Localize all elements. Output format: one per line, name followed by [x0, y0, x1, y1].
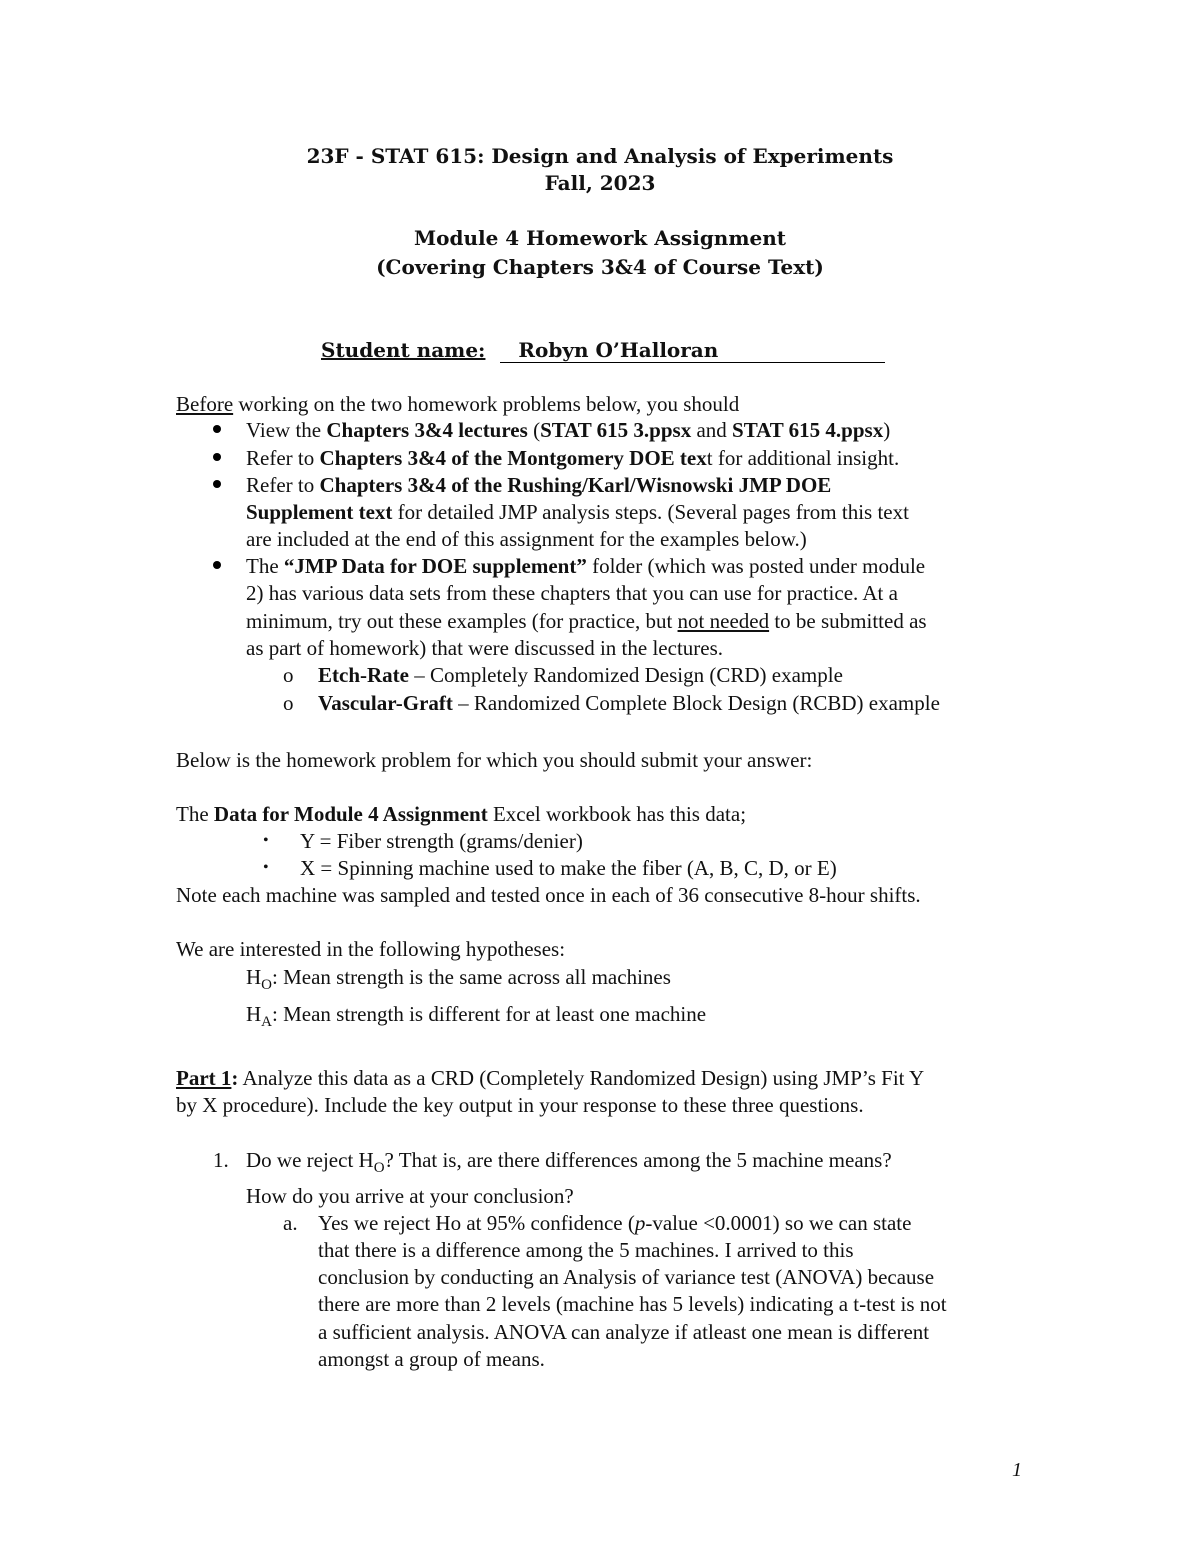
y-variable: Y = Fiber strength (grams/denier)	[300, 829, 583, 853]
text: – Randomized Complete Block Design (RCBD) example	[452, 691, 940, 715]
text: to be submitted as	[769, 609, 927, 633]
bullet-jmp-supplement-l2	[246, 500, 909, 525]
text: t for additional insight.	[706, 446, 900, 470]
term: Fall, 2023	[544, 171, 656, 195]
bullet-montgomery	[246, 446, 899, 471]
question1-text	[246, 1148, 892, 1177]
text: Yes we reject Ho at 95% confidence (	[318, 1211, 635, 1235]
text: – Completely Randomized Design (CRD) example	[408, 663, 843, 687]
sub-bullet-etch-rate	[318, 663, 843, 688]
answer-marker: a.	[283, 1211, 298, 1235]
student-name-row	[321, 338, 885, 363]
coverage-subtitle: (Covering Chapters 3&4 of Course Text)	[376, 255, 824, 279]
bold-text: Chapters 3&4 of the Montgomery DOE tex	[319, 446, 707, 470]
answer-line-1	[318, 1211, 911, 1236]
underlined-text: not needed	[677, 609, 770, 633]
bold-text: Supplement text	[246, 500, 393, 524]
text: Do we reject H	[246, 1148, 374, 1172]
answer-line-3: conclusion by conducting an Analysis of variance test (ANOVA) because	[318, 1265, 935, 1289]
text: (	[527, 418, 541, 442]
answer-line-4: there are more than 2 levels (machine has 5 levels) indicating a t-test is not	[318, 1292, 947, 1316]
subscript: O	[373, 1160, 385, 1176]
text: folder (which was posted under module	[586, 554, 926, 578]
sub-bullet-marker: o	[283, 691, 294, 715]
bullet-dot	[213, 425, 221, 433]
h-symbol: H	[246, 965, 262, 989]
bold-text: “JMP Data for DOE supplement”	[283, 554, 587, 578]
text: Refer to	[246, 473, 320, 497]
bullet-jmp-supplement-l3: are included at the end of this assignment for the examples below.)	[246, 527, 807, 551]
text: Refer to	[246, 446, 320, 470]
bold-text: Etch-Rate	[318, 663, 409, 687]
sampling-note: Note each machine was sampled and tested once in each of 36 consecutive 8-hour shifts.	[176, 883, 921, 907]
y-bullet-marker: •	[263, 832, 269, 849]
bullet-dot	[213, 480, 221, 488]
intro-before: Before	[176, 392, 234, 416]
hypotheses-lead: We are interested in the following hypotheses:	[176, 937, 566, 961]
question-number: 1.	[213, 1148, 229, 1172]
intro-line	[176, 392, 739, 417]
intro-rest: working on the two homework problems below, you should	[233, 392, 740, 416]
bullet-jmp-data-l3	[246, 609, 927, 634]
student-name-value: Robyn O’Halloran	[500, 338, 885, 363]
answer-line-5: a sufficient analysis. ANOVA can analyze if atleast one mean is different	[318, 1320, 930, 1344]
text: minimum, try out these examples (for practice, but	[246, 609, 678, 633]
bold-text: STAT 615 4.ppsx	[732, 418, 884, 442]
answer-line-6: amongst a group of means.	[318, 1347, 545, 1371]
bullet-dot	[213, 561, 221, 569]
text: : Mean strength is the same across all machines	[272, 965, 671, 989]
sub-bullet-vascular-graft	[318, 691, 940, 716]
problem-lead: Below is the homework problem for which you should submit your answer:	[176, 748, 813, 772]
text: Excel workbook has this data;	[487, 802, 747, 826]
text: -value <0.0001) so we can state	[645, 1211, 912, 1235]
text: for detailed JMP analysis steps. (Several pages from this text	[392, 500, 909, 524]
x-bullet-marker: •	[263, 859, 269, 876]
bullet-dot	[213, 453, 221, 461]
subscript: A	[261, 1014, 273, 1030]
bullet-lectures	[246, 418, 890, 443]
course-title: 23F - STAT 615: Design and Analysis of Experiments	[306, 144, 894, 168]
text: The	[246, 554, 284, 578]
module-title: Module 4 Homework Assignment	[413, 226, 787, 250]
h-symbol: H	[246, 1002, 262, 1026]
student-name-label: Student name:	[321, 338, 486, 362]
subscript: O	[261, 977, 273, 993]
part1-line2: by X procedure). Include the key output in your response to these three questions.	[176, 1093, 864, 1117]
text: ? That is, are there differences among the 5 machine means?	[384, 1148, 892, 1172]
data-description	[176, 802, 746, 827]
x-variable: X = Spinning machine used to make the fiber (A, B, C, D, or E)	[300, 856, 837, 880]
bold-text: Vascular-Graft	[318, 691, 453, 715]
null-hypothesis	[246, 965, 671, 994]
text: : Mean strength is different for at least one machine	[272, 1002, 707, 1026]
question1-followup: How do you arrive at your conclusion?	[246, 1184, 574, 1208]
answer-line-2: that there is a difference among the 5 machines. I arrived to this	[318, 1238, 854, 1262]
bold-text: STAT 615 3.ppsx	[540, 418, 692, 442]
bold-text: Chapters 3&4 lectures	[326, 418, 528, 442]
page-number: 1	[1012, 1459, 1022, 1481]
italic-text: p	[634, 1211, 646, 1235]
part1-line1	[176, 1066, 924, 1091]
part-label: Part 1	[176, 1066, 232, 1090]
text: )	[883, 418, 891, 442]
text: and	[691, 418, 733, 442]
bullet-jmp-data-l2: 2) has various data sets from these chapters that you can use for practice. At a	[246, 581, 898, 605]
bullet-jmp-supplement-l1	[246, 473, 831, 498]
bold-text: Data for Module 4 Assignment	[213, 802, 488, 826]
text: Analyze this data as a CRD (Completely Randomized Design) using JMP’s Fit Y	[238, 1066, 925, 1090]
alternative-hypothesis	[246, 1002, 706, 1031]
text: View the	[246, 418, 327, 442]
bullet-jmp-data-l1	[246, 554, 925, 579]
text: The	[176, 802, 214, 826]
sub-bullet-marker: o	[283, 663, 294, 687]
bullet-jmp-data-l4: as part of homework) that were discussed in the lectures.	[246, 636, 724, 660]
colon: :	[231, 1066, 239, 1090]
bold-text: Chapters 3&4 of the Rushing/Karl/Wisnowski JMP DOE	[319, 473, 832, 497]
